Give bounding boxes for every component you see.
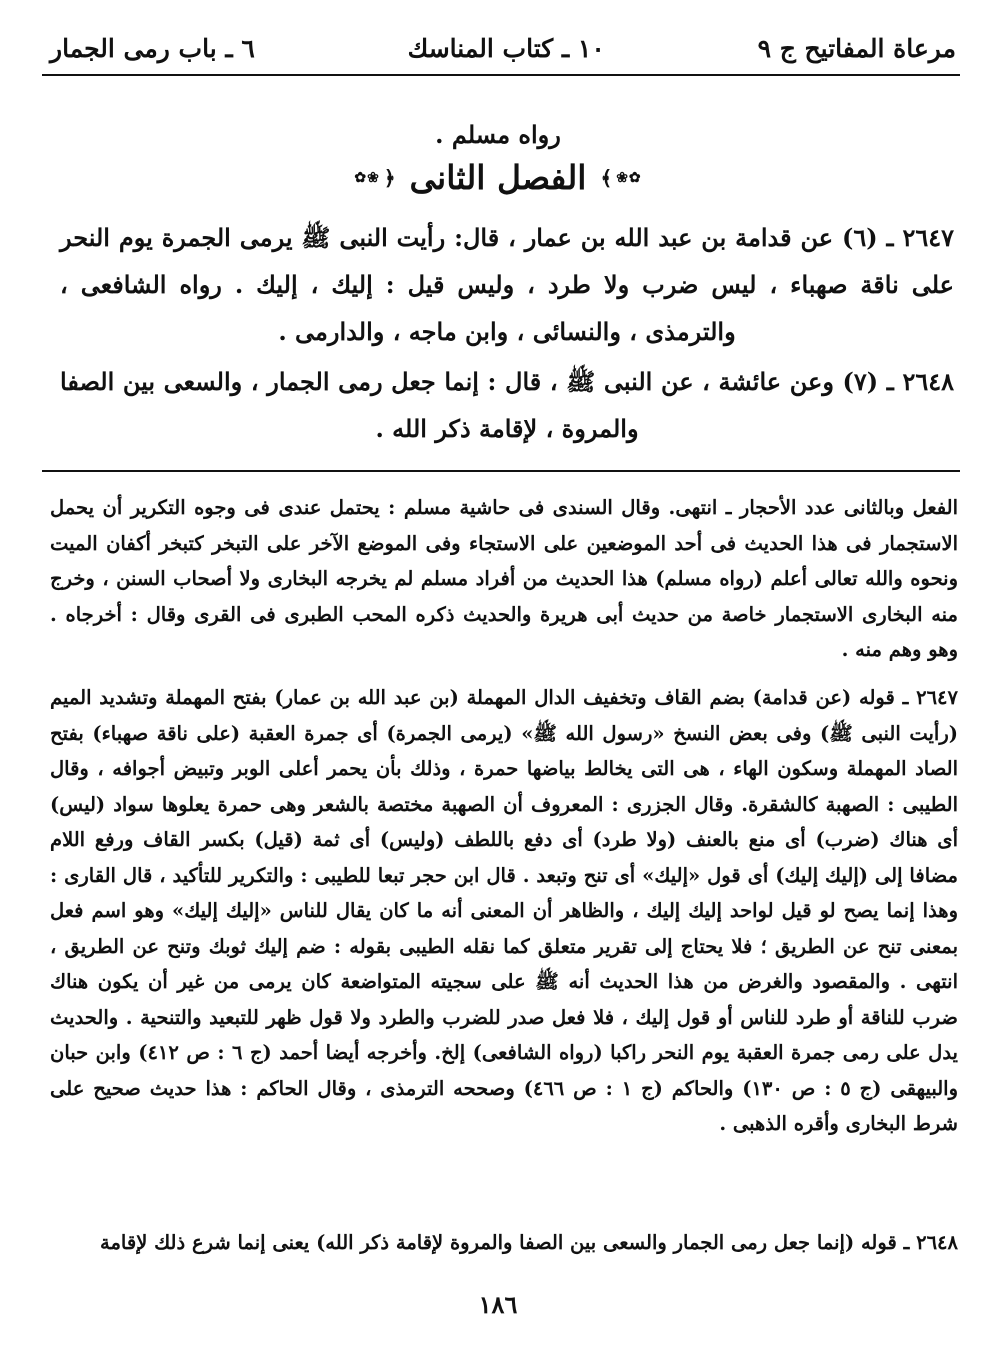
commentary-intro <box>50 490 958 668</box>
running-header <box>50 26 956 70</box>
commentary-intro-text: الفعل وبالثانى عدد الأحجار ـ انتهى. وقال السندى فى حاشية مسلم : يحتمل عندى فى وجوه التكرير أن يحمل الاستجمار فى هذا الحديث فى أحد الموضعين على الاستجاء وفى الموضع الآخر على التبخر كتبخر أكفان الميت ونحوه والله تعالى أعلم (رواه مسلم) هذا الحديث من أفراد مسلم لم يخرجه البخارى ولا أصحاب السنن ، وخرج منه البخارى الاستجمار خاصة من حديث أبى هريرة والحديث ذكره المحب الطبرى فى القرى وقال : أخرجاه . وهو وهم منه . <box>50 496 958 661</box>
hadith-number: ٢٦٤٧ ـ (٦) <box>842 223 954 252</box>
ornament-right-icon: ✿❀ ﴾ <box>600 165 642 190</box>
header-book-volume: مرعاة المفاتيح ج ٩ <box>757 33 956 63</box>
commentary-2648-text: قوله (إنما جعل رمى الجمار والسعى بين الصفا والمروة لإقامة ذكر الله) يعنى إنما شرع ذلك لإقامة <box>100 1231 897 1254</box>
header-rule <box>42 74 960 76</box>
hadith-2647 <box>60 214 954 362</box>
commentary-number: ٢٦٤٨ ـ <box>903 1231 958 1254</box>
commentary-number: ٢٦٤٧ ـ <box>902 686 958 709</box>
header-bab: ٦ ـ باب رمى الجمار <box>50 33 255 63</box>
hadith-2648 <box>60 358 954 458</box>
hadith-text: وعن عائشة ، عن النبى ﷺ ، قال : إنما جعل رمى الجمار ، والسعى بين الصفا والمروة ، لإقامة ذكر الله . <box>60 367 834 443</box>
commentary-2647-text: قوله (عن قدامة) بضم القاف وتخفيف الدال المهملة (بن عبد الله بن عمار) بفتح المهملة وتشديد الميم (رأيت النبى ﷺ) وفى بعض النسخ «رسول الله ﷺ» (يرمى الجمرة) أى جمرة العقبة (على ناقة صهباء) بفتح الصاد المهملة وسكون الهاء ، هى التى يخالط بياضها حمرة ، وذلك بأن يحمر أعلى الوبر وتبيض أجوافه ، وقال الطيبى : الصهبة كالشقرة. وقال الجزرى : المعروف أن الصهبة مختصة بالشعر وهى حمرة يعلوها سواد (ليس) أى هناك (ضرب) أى منع بالعنف (ولا طرد) أى دفع باللطف (وليس) أى ثمة (قيل) بكسر القاف ورفع اللام مضافا إلى (إليك إليك) أى قول «إليك» أى تنح وتبعد . قال ابن حجر تبعا للطيبى : والتكرير للتأكيد ، قال القارى : وهذا إنما يصح لو قيل لواحد إليك إليك ، والظاهر أن المعنى أنه ما كان يقال للناس «إليك إليك» وهو اسم فعل بمعنى تنح عن الطريق ؛ فلا يحتاج إلى تقرير متعلق كما نقله الطيبى بقوله : ضم إليك ثوبك وتنح عن الطريق ، انتهى . والمقصود والغرض من هذا الحديث أنه ﷺ على سجيته المتواضعة كان يرمى من غير أن يكون هناك ضرب للناقة أو طرد للناس أو قول إليك ، فلا فعل صدر للضرب والطرد ولا قول ظهر للتبعيد والتنحية . والحديث يدل على رمى جمرة العقبة يوم النحر راكبا (رواه الشافعى) إلخ. وأخرجه أيضا أحمد (ج ٦ : ص ٤١٢) وابن حبان والبيهقى (ج ٥ : ص ١٣٠) والحاكم (ج ١ : ص ٤٦٦) وصححه الترمذى ، وقال الحاكم : هذا حديث صحيح على شرط البخارى وأقره الذهبى . <box>50 686 959 1135</box>
commentary-2647 <box>50 680 958 1220</box>
commentary-2648 <box>50 1225 958 1265</box>
hadith-number: ٢٦٤٨ ـ (٧) <box>842 367 954 396</box>
section-heading <box>60 158 936 197</box>
ornament-left-icon: ﴿ ❀✿ <box>354 165 396 190</box>
header-chapter: ١٠ ـ كتاب المناسك <box>407 33 605 63</box>
hadith-text: عن قدامة بن عبد الله بن عمار ، قال: رأيت النبى ﷺ يرمى الجمرة يوم النحر على ناقة صهباء ، ليس ضرب ولا طرد ، وليس قيل : إليك ، إليك . رواه الشافعى ، والترمذى ، والنسائى ، وابن ماجه ، والدارمى . <box>60 223 954 346</box>
narrator-line: رواه مسلم . <box>435 120 561 149</box>
page-number: ١٨٦ <box>478 1290 518 1319</box>
section-heading-text: الفصل الثانى <box>409 158 587 197</box>
footnote-separator <box>42 470 960 472</box>
